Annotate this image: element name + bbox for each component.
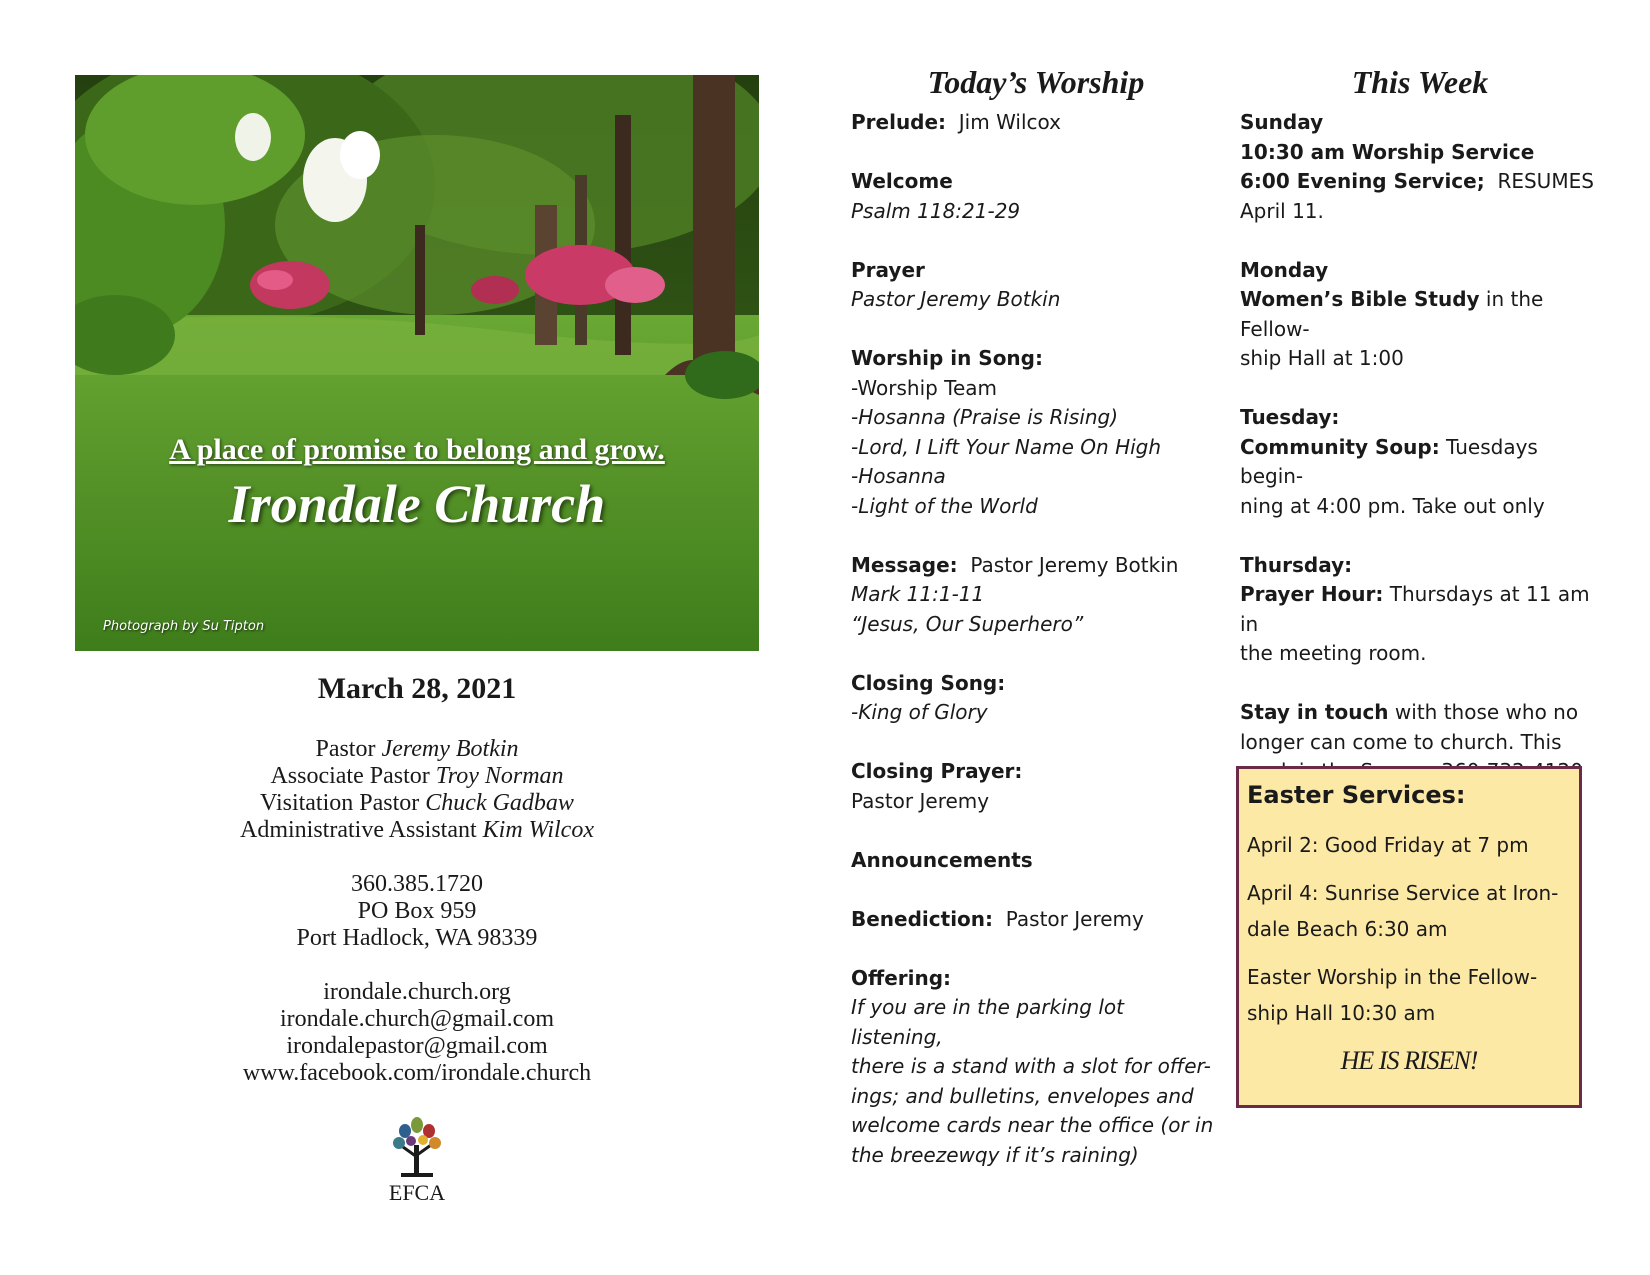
he-is-risen-text: HE IS RISEN!	[1340, 1046, 1478, 1075]
staff-line-associate-pastor: Associate Pastor Troy Norman	[270, 763, 564, 789]
church-info	[75, 672, 759, 1205]
website-link[interactable]: irondale.church.org	[323, 979, 511, 1005]
garden-scene-image	[75, 75, 759, 651]
welcome-item: Welcome Psalm 118:21-29	[851, 169, 1021, 223]
city-state-zip: Port Hadlock, WA 98339	[296, 925, 538, 951]
benediction-item: Benediction: Pastor Jeremy	[851, 906, 1144, 931]
easter-services-title: Easter Services:	[1247, 781, 1466, 809]
sunrise-service-item: April 4: Sunrise Service at Iron- dale Beach 6:30 am	[1247, 881, 1559, 941]
this-week-heading: This Week	[1351, 64, 1489, 100]
this-week-schedule	[1240, 62, 1600, 816]
efca-label: EFCA	[388, 1180, 446, 1205]
good-friday-item: April 2: Good Friday at 7 pm	[1247, 833, 1529, 857]
monday-block: Monday Women’s Bible Study in the Fellow- ship Hall at 1:00	[1240, 257, 1544, 370]
order-of-worship	[851, 62, 1221, 1200]
easter-services-box	[1236, 766, 1582, 1108]
staff-line-visitation-pastor: Visitation Pastor Chuck Gadbaw	[260, 790, 574, 816]
tuesday-block: Tuesday: Community Soup: Tuesdays begin- ning at 4:00 pm. Take out only	[1240, 405, 1545, 518]
stay-in-touch-block: Stay in touch with those who no longer can come to church. This	[1240, 700, 1579, 754]
bulletin-date: March 28, 2021	[317, 672, 517, 705]
sunday-block: Sunday 10:30 am Worship Service 6:00 Evening Service; RESUMES April 11.	[1240, 110, 1594, 223]
offering-item: Offering: If you are in the parking lot listening, there is a stand with a slot for offer- ings; and bulletins, envelopes and welcome cards near the office (or in the breezewqy if it’s raining)	[851, 965, 1214, 1167]
announcements-item: Announcements	[851, 847, 1033, 872]
prayer-item: Prayer Pastor Jeremy Botkin	[851, 257, 1061, 311]
phone-number: 360.385.1720	[351, 871, 483, 897]
worship-in-song-item: Worship in Song: -Worship Team -Hosanna (Praise is Rising) -Lord, I Lift Your Name On High -Hosanna -Light of the World	[851, 346, 1162, 518]
photo-credit: Photograph by Su Tipton	[103, 619, 265, 634]
staff-line-admin-assistant: Administrative Assistant Kim Wilcox	[240, 817, 594, 843]
worship-heading: Today’s Worship	[927, 64, 1145, 100]
staff-line-pastor: Pastor Jeremy Botkin	[315, 736, 519, 762]
pastor-email-link[interactable]: irondalepastor@gmail.com	[286, 1033, 548, 1059]
thursday-block: Thursday: Prayer Hour: Thursdays at 11 am in the meeting room.	[1240, 552, 1590, 665]
church-name-title: Irondale Church	[228, 474, 606, 534]
message-item: Message: Pastor Jeremy Botkin Mark 11:1-11 “Jesus, Our Superhero”	[851, 552, 1179, 636]
efca-logo	[75, 1117, 759, 1205]
facebook-link[interactable]: www.facebook.com/irondale.church	[242, 1060, 592, 1086]
po-box: PO Box 959	[357, 898, 477, 924]
easter-worship-item: Easter Worship in the Fellow- ship Hall 10:30 am	[1247, 965, 1538, 1025]
closing-prayer-item: Closing Prayer: Pastor Jeremy	[851, 759, 1023, 813]
closing-song-item: Closing Song: -King of Glory	[851, 670, 1006, 724]
tagline: A place of promise to belong and grow.	[169, 433, 665, 466]
tree-logo-icon	[387, 1117, 447, 1179]
church-email-link[interactable]: irondale.church@gmail.com	[279, 1006, 554, 1032]
prelude-item: Prelude: Jim Wilcox	[851, 110, 1061, 134]
cover-photo	[75, 75, 759, 651]
